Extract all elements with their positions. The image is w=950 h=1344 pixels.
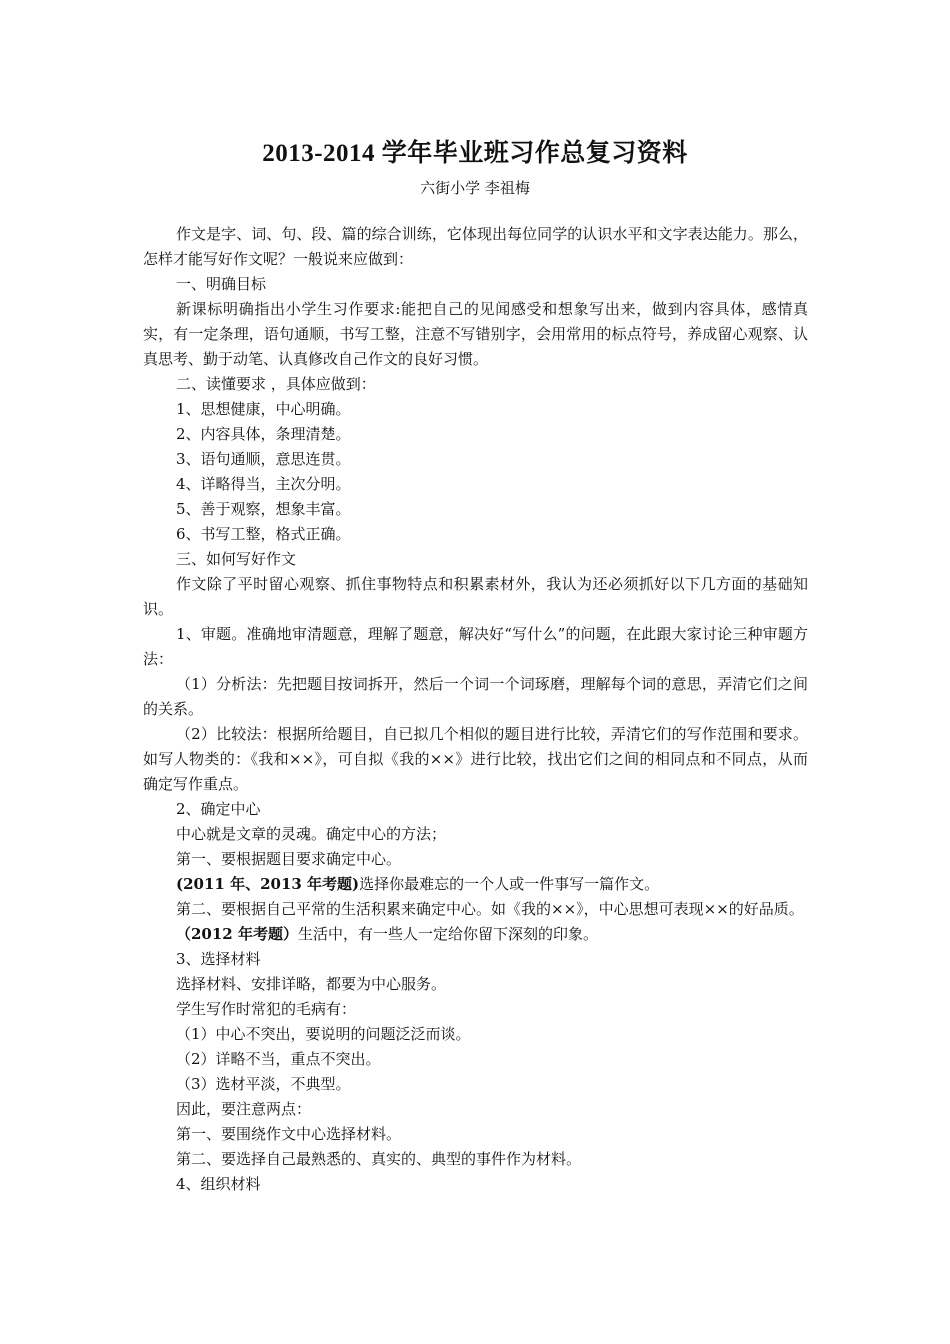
exam-note-2011-2013 bbox=[143, 872, 808, 897]
exam-note-2012 bbox=[143, 922, 808, 947]
paragraph-shenti: 1、审题。准确地审清题意，理解了题意，解决好“写什么”的问题，在此跟大家讨论三种审题方法： bbox=[143, 625, 808, 668]
paragraph-intro: 作文是字、词、句、段、篇的综合训练，它体现出每位同学的认识水平和文字表达能力。那么，怎样才能写好作文呢？一般说来应做到： bbox=[143, 225, 808, 268]
list-item: 4、详略得当，主次分明。 bbox=[176, 475, 351, 493]
paragraph-standard: 新课标明确指出小学生习作要求:能把自己的见闻感受和想象写出来，做到内容具体，感情真实，有一定条理，语句通顺，书写工整，注意不写错别字，会用常用的标点符号，养成留心观察、认真思考、勤于动笔、认真修改自己作文的良好习惯。 bbox=[143, 300, 808, 368]
exam-tag: （2012 年考题） bbox=[176, 925, 298, 943]
subheading: 3、选择材料 bbox=[176, 950, 261, 968]
exam-tag: (2011 年、2013 年考题) bbox=[176, 875, 360, 893]
heading-3: 三、如何写好作文 bbox=[176, 550, 297, 568]
subheading: 2、确定中心 bbox=[176, 800, 261, 818]
list-item: （2）详略不当，重点不突出。 bbox=[176, 1050, 381, 1068]
subheading: 4、组织材料 bbox=[176, 1175, 261, 1193]
list-item: 3、语句通顺，意思连贯。 bbox=[176, 450, 351, 468]
paragraph: 中心就是文章的灵魂。确定中心的方法； bbox=[176, 825, 447, 843]
list-item: （1）中心不突出，要说明的问题泛泛而谈。 bbox=[176, 1025, 471, 1043]
document-body bbox=[143, 222, 808, 1197]
document-author: 六街小学 李祖梅 bbox=[420, 179, 530, 197]
document-title: 2013-2014 学年毕业班习作总复习资料 bbox=[262, 140, 688, 167]
exam-text: 生活中，有一些人一定给你留下深刻的印象。 bbox=[297, 925, 598, 943]
exam-text: 选择你最难忘的一个人或一件事写一篇作文。 bbox=[359, 875, 660, 893]
list-item: 1、思想健康，中心明确。 bbox=[176, 400, 351, 418]
paragraph: 第一、要围绕作文中心选择材料。 bbox=[176, 1125, 402, 1143]
paragraph-method-2: （2）比较法：根据所给题目，自已拟几个相似的题目进行比较，弄清它们的写作范围和要求。如写人物类的：《我和××》，可自拟《我的××》进行比较，找出它们之间的相同点和不同点，从而确定写作重点。 bbox=[143, 725, 808, 793]
paragraph-method-1: （1）分析法：先把题目按词拆开，然后一个词一个词琢磨，理解每个词的意思，弄清它们之间的关系。 bbox=[143, 675, 808, 718]
paragraph: 选择材料、安排详略，都要为中心服务。 bbox=[176, 975, 447, 993]
paragraph: 学生写作时常犯的毛病有： bbox=[176, 1000, 357, 1018]
paragraph: 第一、要根据题目要求确定中心。 bbox=[176, 850, 402, 868]
heading-1: 一、明确目标 bbox=[176, 275, 267, 293]
paragraph: 因此，要注意两点： bbox=[176, 1100, 312, 1118]
paragraph: 第二、要选择自己最熟悉的、真实的、典型的事件作为材料。 bbox=[176, 1150, 582, 1168]
list-item: 2、内容具体，条理清楚。 bbox=[176, 425, 351, 443]
paragraph: 作文除了平时留心观察、抓住事物特点和积累素材外，我认为还必须抓好以下几方面的基础知识。 bbox=[143, 575, 808, 618]
list-item: 5、善于观察，想象丰富。 bbox=[176, 500, 351, 518]
list-item: （3）选材平淡，不典型。 bbox=[176, 1075, 351, 1093]
paragraph: 第二、要根据自己平常的生活积累来确定中心。如《我的××》，中心思想可表现××的好品质。 bbox=[176, 900, 804, 918]
list-item: 6、书写工整，格式正确。 bbox=[176, 525, 351, 543]
heading-2: 二、读懂要求 ，具体应做到： bbox=[176, 375, 376, 393]
